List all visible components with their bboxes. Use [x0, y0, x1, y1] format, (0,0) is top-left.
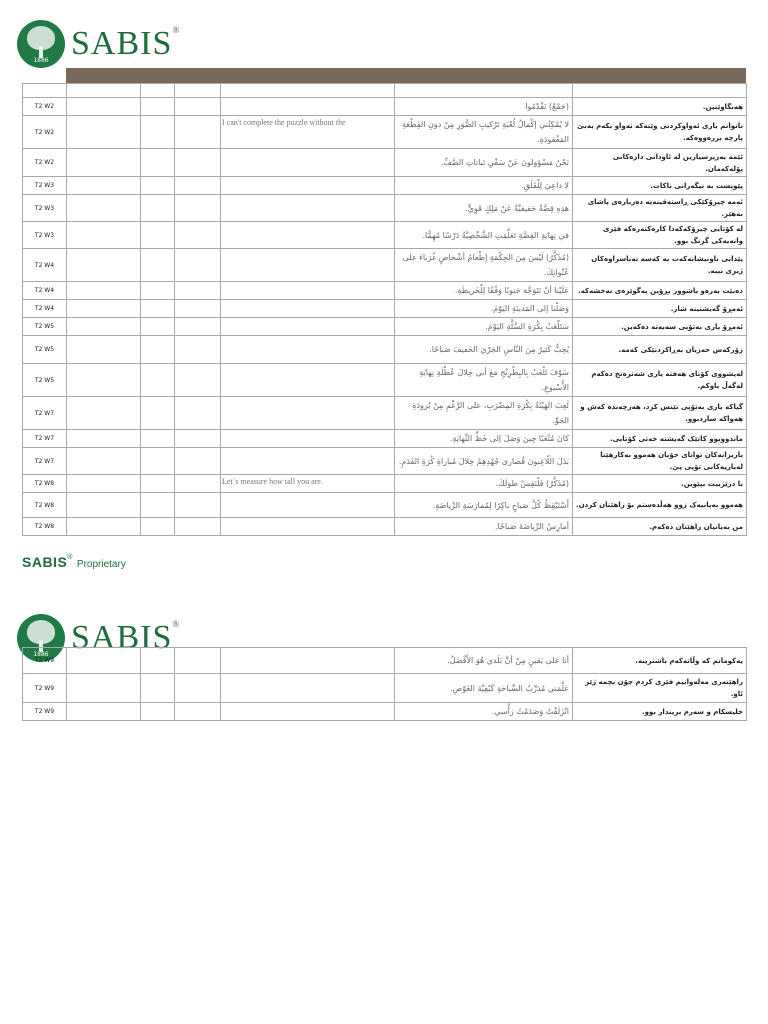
english-cell [221, 84, 395, 98]
kurdish-cell: ئەمڕۆ گەیشتینە شار. [573, 300, 747, 318]
empty-cell [67, 300, 141, 318]
table-row [23, 195, 747, 222]
empty-cell [67, 493, 141, 518]
week-cell: T2 W7 [23, 448, 67, 475]
empty-cell [67, 397, 141, 430]
week-cell: T2 W5 [23, 336, 67, 364]
empty-cell [67, 177, 141, 195]
table-row [23, 177, 747, 195]
arabic-cell: عَلَيْنا أنْ نَتَوَجَّهَ جَنوبًا وَفْقًا لِلْخَريطَةِ. [395, 282, 573, 300]
english-cell [221, 703, 395, 721]
table-row [23, 300, 747, 318]
week-cell: T2 W9 [23, 703, 67, 721]
kurdish-cell: راهێنەری مەلەوانیم فێری کردم چۆن بچمە ژێر ئاو. [573, 674, 747, 703]
week-cell: T2 W3 [23, 177, 67, 195]
empty-cell [175, 282, 221, 300]
arabic-cell: لَعِبَ الهَيْئَةُ بِكُرَةِ المِضْرَبِ، على الرَّغْمِ مِنْ بُرودَةِ الجَوِّ. [395, 397, 573, 430]
week-cell: T2 W2 [23, 149, 67, 177]
table-row [23, 448, 747, 475]
week-cell: T2 W8 [23, 475, 67, 493]
table-row [23, 648, 747, 674]
empty-cell [141, 475, 175, 493]
kurdish-cell: ناتوانم یاری ئەواوکردنی وێنەکە تەواو بکەم بەبێ پارچە بزرەووەکە. [573, 116, 747, 149]
arabic-cell: نَحْنُ مَسْؤولونَ عَنْ سَقْيِ نَباتاتِ الصَّفِّ. [395, 149, 573, 177]
table-row [23, 116, 747, 149]
empty-cell [141, 300, 175, 318]
arabic-cell: هذِهِ قِصَّةٌ حَقيقيَّةٌ عَنْ مَلِكٍ قَوِيٍّ. [395, 195, 573, 222]
kurdish-cell: با درێژییت بپێوین. [573, 475, 747, 493]
empty-cell [175, 518, 221, 536]
english-cell [221, 336, 395, 364]
kurdish-cell: من بەیانیان راهێنان دەکەم. [573, 518, 747, 536]
arabic-cell: أَسْتَيْقِظُ كُلَّ صَباحٍ باكِرًا لِمُمارَسَةِ الرِّياضَةِ. [395, 493, 573, 518]
table-row [23, 249, 747, 282]
kurdish-cell: زۆرکەس حەزیان بەڕاکردنێکی کەمە. [573, 336, 747, 364]
empty-cell [175, 493, 221, 518]
kurdish-cell: یەکومانم کە وڵاتەکەم باشترینە. [573, 648, 747, 674]
empty-cell [175, 397, 221, 430]
arabic-cell: (مُذَكَّرٌ) فَلْنَقِسْ طولَكَ. [395, 475, 573, 493]
empty-cell [175, 336, 221, 364]
english-cell [221, 397, 395, 430]
kurdish-cell: هەنگاوێنین. [573, 98, 747, 116]
week-cell: T2 W3 [23, 222, 67, 249]
week-cell: T2 W5 [23, 364, 67, 397]
arabic-cell: بَذَلَ اللّاعِبونَ قُصارى جُهْدِهِمْ خِلالَ مُباراةِ كُرَةِ القَدَمِ. [395, 448, 573, 475]
arabic-cell: وَصَلْنا إلى المَدينَةِ اليَوْمَ. [395, 300, 573, 318]
header-banner [66, 68, 746, 83]
empty-cell [67, 195, 141, 222]
vocabulary-table-page2 [22, 647, 747, 721]
kurdish-cell: دەبێت بەرەو باشوور بڕۆین بەگوێرەی نەخشەکە. [573, 282, 747, 300]
kurdish-cell: ماندووبوو کاتێک گەیشتە خەتی کۆتایی. [573, 430, 747, 448]
kurdish-cell: ئەمڕۆ یاری بەتۆپی سەبەتە دەکەین. [573, 318, 747, 336]
empty-cell [141, 336, 175, 364]
empty-cell [141, 282, 175, 300]
empty-cell [141, 177, 175, 195]
empty-cell [67, 98, 141, 116]
english-cell: Let´s measure how tall you are. [221, 475, 395, 493]
week-cell [23, 84, 67, 98]
week-cell: T2 W2 [23, 116, 67, 149]
week-cell: T2 W7 [23, 397, 67, 430]
arabic-cell: عَلَّمَني مُدَرِّبُ السِّباحَةِ كَيْفِيَّةَ الغَوْصِ. [395, 674, 573, 703]
table-row [23, 149, 747, 177]
table-row [23, 84, 747, 98]
kurdish-cell: خلیسکام و سەرم بریندار بوو. [573, 703, 747, 721]
empty-cell [175, 195, 221, 222]
table-row [23, 336, 747, 364]
arabic-cell: سَوْفَ تَلْعَبُ بِالبِطْرِنْجِ مَعَ أبي خِلالَ عُطْلَةِ نِهايَةِ الأُسْبوعِ. [395, 364, 573, 397]
empty-cell [67, 116, 141, 149]
english-cell [221, 222, 395, 249]
empty-cell [141, 518, 175, 536]
empty-cell [175, 430, 221, 448]
empty-cell [175, 364, 221, 397]
week-cell: T2 W7 [23, 430, 67, 448]
table-row [23, 430, 747, 448]
table-row [23, 282, 747, 300]
empty-cell [67, 84, 141, 98]
empty-cell [141, 149, 175, 177]
empty-cell [141, 249, 175, 282]
week-cell: T2 W8 [23, 493, 67, 518]
table-row [23, 475, 747, 493]
empty-cell [175, 84, 221, 98]
week-cell: T2 W9 [23, 648, 67, 674]
arabic-cell [395, 84, 573, 98]
kurdish-cell [573, 84, 747, 98]
table-row [23, 674, 747, 703]
week-cell: T2 W2 [23, 98, 67, 116]
english-cell [221, 177, 395, 195]
english-cell [221, 448, 395, 475]
kurdish-cell: ئێمە بەرپرسیارین لە ئاودانی دارەکانی پۆلەکەمان. [573, 149, 747, 177]
kurdish-cell: لەپشووی کۆتای هەفتە یاری شەترەنج دەکەم لەگەڵ باوکم. [573, 364, 747, 397]
arabic-cell: (جَمْعٌ) نَقْدْمُوا [395, 98, 573, 116]
empty-cell [141, 84, 175, 98]
english-cell: I can't complete the puzzle without the [221, 116, 395, 149]
empty-cell [67, 282, 141, 300]
sabis-logo [17, 20, 180, 68]
english-cell [221, 318, 395, 336]
english-cell [221, 98, 395, 116]
empty-cell [175, 222, 221, 249]
empty-cell [67, 430, 141, 448]
table-row [23, 318, 747, 336]
empty-cell [67, 249, 141, 282]
table-row [23, 98, 747, 116]
english-cell [221, 282, 395, 300]
empty-cell [67, 318, 141, 336]
empty-cell [175, 300, 221, 318]
empty-cell [175, 475, 221, 493]
empty-cell [67, 518, 141, 536]
arabic-cell: أمارِسُ الرِّياضَةَ صَباحًا. [395, 518, 573, 536]
english-cell [221, 493, 395, 518]
table-row [23, 397, 747, 430]
empty-cell [175, 177, 221, 195]
english-cell [221, 518, 395, 536]
empty-cell [141, 195, 175, 222]
empty-cell [175, 674, 221, 703]
arabic-cell: أنا على يَقينٍ مِنْ أنَّ بَلَدي هُوَ الأَفْضَلُ. [395, 648, 573, 674]
english-cell [221, 674, 395, 703]
week-cell: T2 W4 [23, 249, 67, 282]
seal-year: 1886 [33, 57, 49, 64]
arabic-cell: انْزَلَقْتُ وَصَدَمْتُ رَأْسي. [395, 703, 573, 721]
week-cell: T2 W9 [23, 674, 67, 703]
english-cell [221, 364, 395, 397]
arabic-cell: في نِهايَةِ القِصَّةِ تَعَلَّمَتِ الشَّخْصِيَّةُ دَرْسًا مُهِمًّا. [395, 222, 573, 249]
empty-cell [67, 703, 141, 721]
empty-cell [141, 222, 175, 249]
empty-cell [141, 318, 175, 336]
brand-name: SABIS® [71, 25, 181, 62]
empty-cell [141, 703, 175, 721]
vocabulary-table [22, 83, 747, 536]
empty-cell [141, 116, 175, 149]
empty-cell [67, 336, 141, 364]
arabic-cell: كانَ مُتْعَبًا حِينَ وَصَلَ إلى خَطِّ النِّهايَةِ. [395, 430, 573, 448]
arabic-cell: لا داعِيَ لِلْقَلَقِ. [395, 177, 573, 195]
empty-cell [175, 703, 221, 721]
empty-cell [141, 493, 175, 518]
empty-cell [67, 364, 141, 397]
empty-cell [141, 648, 175, 674]
empty-cell [175, 318, 221, 336]
empty-cell [175, 648, 221, 674]
proprietary-footer: SABIS® Proprietary [22, 554, 126, 570]
table-row [23, 364, 747, 397]
empty-cell [141, 397, 175, 430]
empty-cell [67, 648, 141, 674]
arabic-cell: سَتَلْعَبُ بِكُرَةِ السَّلَّةِ اليَوْمَ. [395, 318, 573, 336]
english-cell [221, 149, 395, 177]
empty-cell [175, 149, 221, 177]
empty-cell [67, 674, 141, 703]
english-cell [221, 430, 395, 448]
week-cell: T2 W5 [23, 318, 67, 336]
empty-cell [141, 430, 175, 448]
empty-cell [141, 448, 175, 475]
week-cell: T2 W4 [23, 300, 67, 318]
english-cell [221, 648, 395, 674]
empty-cell [67, 475, 141, 493]
kurdish-cell: پێدانی ناونیشانەکەت بە کەسە نەناسراوەکان ژیری نییە. [573, 249, 747, 282]
week-cell: T2 W8 [23, 518, 67, 536]
tree-seal-icon: 1886 [17, 614, 65, 662]
empty-cell [141, 364, 175, 397]
kurdish-cell: هەموو بەیانیەک زوو هەڵدەستم بۆ راهێنان کردن. [573, 493, 747, 518]
kurdish-cell: لە کۆتایی چیرۆکەکەدا کارەکتەرەکە فێری وانەیەکی گرنگ بوو. [573, 222, 747, 249]
empty-cell [175, 116, 221, 149]
kurdish-cell: گیاکە یاری بەتۆپی تێنس کرد، هەرچەندە کەش و هەواکە ساردبوو. [573, 397, 747, 430]
empty-cell [141, 674, 175, 703]
kurdish-cell: پێویست بە نیگەرانی ناکات. [573, 177, 747, 195]
table-row [23, 703, 747, 721]
empty-cell [175, 249, 221, 282]
arabic-cell: لا يُمْكِنُني إكْمالُ لُعْبَةِ تَرْكيبِ الصُّوَرِ مِنْ دونِ القِطْعَةِ المَفْقودَةِ. [395, 116, 573, 149]
empty-cell [175, 448, 221, 475]
arabic-cell: (مُذَكَّرٌ) لَيْسَ مِنَ الحِكْمَةِ إطْعامُ أشْخاصٍ غُرَباءَ على عُنْوانِكَ. [395, 249, 573, 282]
empty-cell [175, 98, 221, 116]
english-cell [221, 195, 395, 222]
table-row [23, 493, 747, 518]
table-row [23, 222, 747, 249]
week-cell: T2 W3 [23, 195, 67, 222]
empty-cell [67, 222, 141, 249]
week-cell: T2 W4 [23, 282, 67, 300]
arabic-cell: يُحِبُّ كَثيرٌ مِنَ النّاسِ الجَرْيَ الخَفيفَ صَباحًا. [395, 336, 573, 364]
english-cell [221, 249, 395, 282]
empty-cell [141, 98, 175, 116]
empty-cell [67, 448, 141, 475]
tree-seal-icon [17, 20, 65, 68]
kurdish-cell: یاریزانەکان توانای خۆیان هەموو بەکارهێنا لەیاریەکانی تۆپی پێ. [573, 448, 747, 475]
english-cell [221, 300, 395, 318]
kurdish-cell: ئەمە چیرۆکێکی ڕاستەقینەیە دەربارەی پاشای بەهێز. [573, 195, 747, 222]
empty-cell [67, 149, 141, 177]
brand-name: SABIS® [71, 619, 181, 656]
table-row [23, 518, 747, 536]
